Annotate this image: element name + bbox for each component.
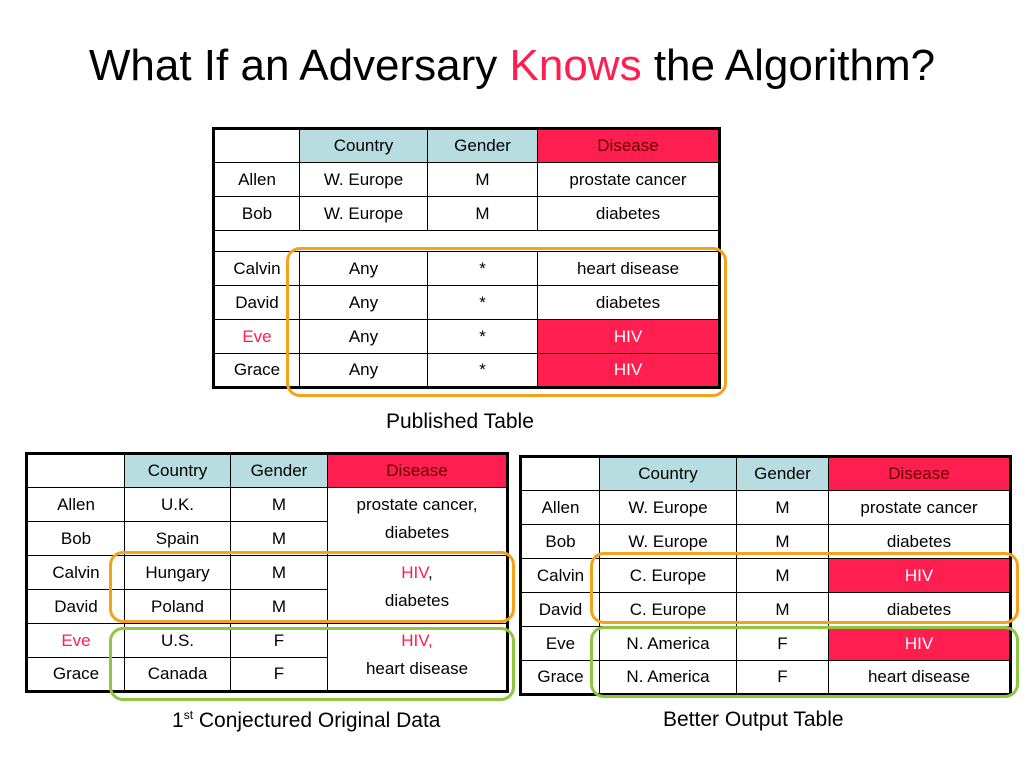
country-cell: Canada — [125, 658, 231, 692]
name-cell: Allen — [521, 491, 600, 525]
gender-cell: F — [231, 658, 328, 692]
header-gender: Gender — [428, 129, 538, 163]
slide-title — [0, 38, 1024, 94]
header-country: Country — [600, 457, 737, 491]
published-caption: Published Table — [386, 410, 534, 433]
country-cell: W. Europe — [600, 525, 737, 559]
header-cell — [521, 457, 600, 491]
name-cell: David — [521, 593, 600, 627]
country-cell: Poland — [125, 590, 231, 624]
country-cell: Any — [300, 286, 428, 320]
gender-cell: * — [428, 286, 538, 320]
gender-cell: * — [428, 252, 538, 286]
name-cell: Eve — [521, 627, 600, 661]
header-country: Country — [125, 454, 231, 488]
conjectured-caption: 1st Conjectured Original Data — [172, 708, 441, 732]
header-country: Country — [300, 129, 428, 163]
header-disease: Disease — [538, 129, 720, 163]
header-cell — [214, 129, 300, 163]
header-gender: Gender — [231, 454, 328, 488]
disease-line: prostate cancer, — [356, 495, 478, 514]
country-cell: Any — [300, 320, 428, 354]
gender-cell: F — [737, 661, 829, 695]
gender-cell: F — [231, 624, 328, 658]
name-cell: Calvin — [214, 252, 300, 286]
disease-line: diabetes — [384, 591, 450, 610]
name-cell: Eve — [214, 320, 300, 354]
name-cell: Eve — [27, 624, 125, 658]
country-cell: Spain — [125, 522, 231, 556]
disease-cell: heart disease — [538, 252, 720, 286]
disease-cell: HIV — [829, 559, 1011, 593]
title-suffix: the Algorithm? — [641, 41, 936, 90]
country-cell: N. America — [600, 627, 737, 661]
gender-cell: M — [428, 163, 538, 197]
country-cell: C. Europe — [600, 593, 737, 627]
disease-cell: diabetes — [538, 286, 720, 320]
disease-line-red: HIV, — [401, 631, 433, 650]
gender-cell: M — [231, 522, 328, 556]
table-header-row — [521, 457, 1011, 491]
name-cell: Allen — [214, 163, 300, 197]
name-cell: Grace — [521, 661, 600, 695]
conjectured-green-box — [109, 627, 515, 701]
gender-cell: M — [231, 488, 328, 522]
disease-cell: heart disease — [829, 661, 1011, 695]
country-cell: U.K. — [125, 488, 231, 522]
gender-cell: * — [428, 320, 538, 354]
title-prefix: What If an Adversary — [88, 41, 510, 90]
disease-line: heart disease — [365, 659, 469, 678]
disease-cell: prostate cancer — [538, 163, 720, 197]
better-orange-box — [590, 552, 1019, 624]
country-cell: Any — [300, 252, 428, 286]
name-cell: Calvin — [521, 559, 600, 593]
disease-cell: diabetes — [829, 525, 1011, 559]
disease-cell: HIV — [829, 627, 1011, 661]
published-highlight-box — [286, 247, 727, 397]
table-header-row — [27, 454, 508, 488]
gender-cell: M — [428, 197, 538, 231]
gender-cell: M — [737, 525, 829, 559]
header-gender: Gender — [737, 457, 829, 491]
gender-cell: M — [737, 559, 829, 593]
conjectured-orange-box — [109, 551, 515, 623]
disease-cell: diabetes — [538, 197, 720, 231]
country-cell: W. Europe — [300, 197, 428, 231]
country-cell: C. Europe — [600, 559, 737, 593]
table-row — [27, 488, 508, 522]
name-cell: Grace — [27, 658, 125, 692]
name-cell: Bob — [214, 197, 300, 231]
country-cell: W. Europe — [600, 491, 737, 525]
country-cell: U.S. — [125, 624, 231, 658]
name-cell: David — [27, 590, 125, 624]
gender-cell: F — [737, 627, 829, 661]
name-cell: Allen — [27, 488, 125, 522]
country-cell: N. America — [600, 661, 737, 695]
disease-cell: prostate cancer — [829, 491, 1011, 525]
disease-line-tail: , — [428, 563, 433, 582]
disease-group-cell — [328, 488, 508, 556]
header-disease: Disease — [829, 457, 1011, 491]
gender-cell: M — [231, 556, 328, 590]
gender-cell: * — [428, 354, 538, 388]
table-row — [521, 491, 1011, 525]
gender-cell: M — [737, 593, 829, 627]
better-caption: Better Output Table — [663, 708, 844, 731]
table-header-row — [214, 129, 720, 163]
name-cell: Calvin — [27, 556, 125, 590]
table-row — [214, 197, 720, 231]
title-highlight: Knows — [509, 41, 642, 90]
country-cell: Any — [300, 354, 428, 388]
name-cell: Grace — [214, 354, 300, 388]
country-cell: Hungary — [125, 556, 231, 590]
better-green-box — [590, 626, 1019, 698]
header-cell — [27, 454, 125, 488]
name-cell: Bob — [27, 522, 125, 556]
disease-cell: HIV — [538, 354, 720, 388]
country-cell: W. Europe — [300, 163, 428, 197]
header-disease: Disease — [328, 454, 508, 488]
name-cell: David — [214, 286, 300, 320]
disease-line: diabetes — [384, 523, 450, 542]
table-row — [214, 163, 720, 197]
gender-cell: M — [737, 491, 829, 525]
name-cell: Bob — [521, 525, 600, 559]
disease-cell: HIV — [538, 320, 720, 354]
disease-cell: diabetes — [829, 593, 1011, 627]
gender-cell: M — [231, 590, 328, 624]
disease-line-red: HIV — [401, 563, 429, 582]
